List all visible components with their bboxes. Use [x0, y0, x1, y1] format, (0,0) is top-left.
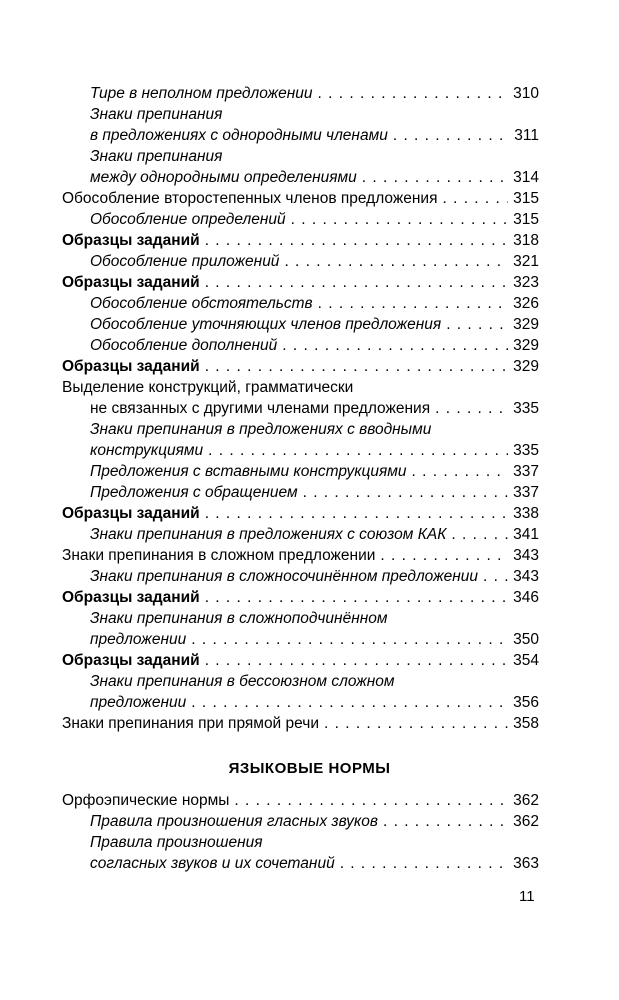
- dot-leader: [393, 125, 509, 146]
- toc-entry: [62, 293, 539, 314]
- toc-entry-title: Образцы заданий: [62, 274, 200, 291]
- toc-entry-title: Обособление обстоятельств: [90, 295, 313, 312]
- toc-page-number: 358: [513, 715, 539, 732]
- toc-page-number: 337: [513, 484, 539, 501]
- toc-page-number: 323: [513, 274, 539, 291]
- toc-entry-title: Образцы заданий: [62, 589, 200, 606]
- dot-leader: [282, 335, 508, 356]
- toc-page-number: 321: [513, 253, 539, 270]
- dot-leader: [324, 713, 508, 734]
- dot-leader: [362, 167, 508, 188]
- toc-entry-title: Предложения с вставными конструкциями: [90, 463, 407, 480]
- dot-leader: [208, 440, 508, 461]
- toc-entry: [62, 650, 539, 671]
- toc-entry: [62, 83, 539, 104]
- toc-entry-title: предложении: [90, 631, 187, 648]
- dot-leader: [205, 587, 508, 608]
- dot-leader: [191, 629, 508, 650]
- toc-page-number: 341: [513, 526, 539, 543]
- toc-entry-title: Обособление уточняющих членов предложения: [90, 316, 442, 333]
- dot-leader: [383, 811, 508, 832]
- toc-entry: [62, 104, 539, 146]
- dot-leader: [318, 83, 509, 104]
- toc-entry-title: Орфоэпические нормы: [62, 792, 230, 809]
- dot-leader: [451, 524, 508, 545]
- table-of-contents-section: [62, 790, 539, 874]
- toc-page-number: 326: [513, 295, 539, 312]
- dot-leader: [340, 853, 508, 874]
- dot-leader: [435, 398, 508, 419]
- dot-leader: [303, 482, 509, 503]
- toc-page-number: 337: [513, 463, 539, 480]
- dot-leader: [205, 650, 508, 671]
- toc-entry-title: Образцы заданий: [62, 358, 200, 375]
- page-number: 11: [519, 888, 535, 905]
- dot-leader: [442, 188, 508, 209]
- dot-leader: [234, 790, 508, 811]
- dot-leader: [205, 503, 508, 524]
- toc-entry-title: Предложения с обращением: [90, 484, 298, 501]
- toc-page-number: 362: [513, 792, 539, 809]
- toc-entry-title: Знаки препинания в сложном предложении: [62, 547, 376, 564]
- dot-leader: [318, 293, 508, 314]
- dot-leader: [284, 251, 508, 272]
- toc-entry-title: Тире в неполном предложении: [90, 85, 313, 102]
- toc-entry: [62, 209, 539, 230]
- toc-entry: [62, 587, 539, 608]
- toc-entry-title: Обособление дополнений: [90, 337, 278, 354]
- toc-entry: [62, 790, 539, 811]
- dot-leader: [205, 272, 508, 293]
- toc-page-number: 329: [513, 358, 539, 375]
- toc-entry-title: Знаки препинания в сложноподчинённом: [90, 610, 388, 627]
- toc-page-number: 335: [513, 400, 539, 417]
- toc-entry-title: Знаки препинания: [90, 106, 223, 123]
- toc-page-number: 310: [513, 85, 539, 102]
- toc-entry: [62, 713, 539, 734]
- toc-entry-title: Знаки препинания: [90, 148, 223, 165]
- toc-page-number: 314: [513, 169, 539, 186]
- toc-entry: [62, 251, 539, 272]
- toc-entry-title: Образцы заданий: [62, 652, 200, 669]
- toc-entry: [62, 545, 539, 566]
- toc-entry-title: Образцы заданий: [62, 232, 200, 249]
- toc-entry-title: конструкциями: [90, 442, 204, 459]
- toc-entry-title: Знаки препинания при прямой речи: [62, 715, 319, 732]
- toc-entry-title: в предложениях с однородными членами: [90, 127, 388, 144]
- toc-entry: [62, 524, 539, 545]
- dot-leader: [483, 566, 508, 587]
- dot-leader: [446, 314, 508, 335]
- toc-entry-title: не связанных с другими членами предложения: [90, 400, 431, 417]
- toc-page-number: 350: [513, 631, 539, 648]
- toc-entry: [62, 188, 539, 209]
- toc-entry-title: Правила произношения гласных звуков: [90, 813, 378, 830]
- toc-entry-title: Образцы заданий: [62, 505, 200, 522]
- toc-entry: [62, 608, 539, 650]
- dot-leader: [291, 209, 509, 230]
- toc-page-number: 346: [513, 589, 539, 606]
- toc-entry-title: Выделение конструкций, грамматически: [62, 379, 354, 396]
- toc-entry: [62, 482, 539, 503]
- toc-page-number: 354: [513, 652, 539, 669]
- toc-entry-title: предложении: [90, 694, 187, 711]
- toc-entry-title: между однородными определениями: [90, 169, 357, 186]
- toc-page-number: 329: [513, 337, 539, 354]
- toc-page-number: 362: [513, 813, 539, 830]
- toc-entry: [62, 671, 539, 713]
- toc-entry: [62, 356, 539, 377]
- toc-entry: [62, 230, 539, 251]
- toc-page-number: 338: [513, 505, 539, 522]
- dot-leader: [191, 692, 508, 713]
- toc-page-number: 356: [513, 694, 539, 711]
- toc-entry-title: Обособление второстепенных членов предложения: [62, 190, 438, 207]
- toc-entry-title: Обособление определений: [90, 211, 286, 228]
- toc-page-number: 315: [513, 211, 539, 228]
- toc-entry-title: Обособление приложений: [90, 253, 280, 270]
- toc-entry: [62, 832, 539, 874]
- toc-page-number: 318: [513, 232, 539, 249]
- dot-leader: [412, 461, 509, 482]
- dot-leader: [205, 356, 508, 377]
- toc-entry: [62, 503, 539, 524]
- toc-entry-title: Знаки препинания в предложениях с вводными: [90, 421, 432, 438]
- toc-entry: [62, 811, 539, 832]
- toc-page-number: 315: [513, 190, 539, 207]
- table-of-contents: [62, 83, 539, 734]
- toc-entry: [62, 335, 539, 356]
- toc-entry-title: Знаки препинания в предложениях с союзом КАК: [90, 526, 447, 543]
- toc-entry: [62, 272, 539, 293]
- toc-entry-title: Правила произношения: [90, 834, 263, 851]
- toc-page-number: 343: [513, 568, 539, 585]
- toc-page-number: 335: [513, 442, 539, 459]
- toc-page-number: 311: [514, 127, 539, 144]
- dot-leader: [205, 230, 508, 251]
- toc-entry: [62, 146, 539, 188]
- toc-entry-title: согласных звуков и их сочетаний: [90, 855, 335, 872]
- toc-page-number: 343: [513, 547, 539, 564]
- toc-page-number: 329: [513, 316, 539, 333]
- toc-entry: [62, 461, 539, 482]
- toc-entry: [62, 314, 539, 335]
- toc-entry: [62, 377, 539, 419]
- toc-page-number: 363: [513, 855, 539, 872]
- toc-entry: [62, 419, 539, 461]
- section-title: ЯЗЫКОВЫЕ НОРМЫ: [228, 760, 391, 777]
- toc-entry: [62, 566, 539, 587]
- toc-entry-title: Знаки препинания в сложносочинённом предложении: [90, 568, 479, 585]
- dot-leader: [380, 545, 508, 566]
- toc-entry-title: Знаки препинания в бессоюзном сложном: [90, 673, 395, 690]
